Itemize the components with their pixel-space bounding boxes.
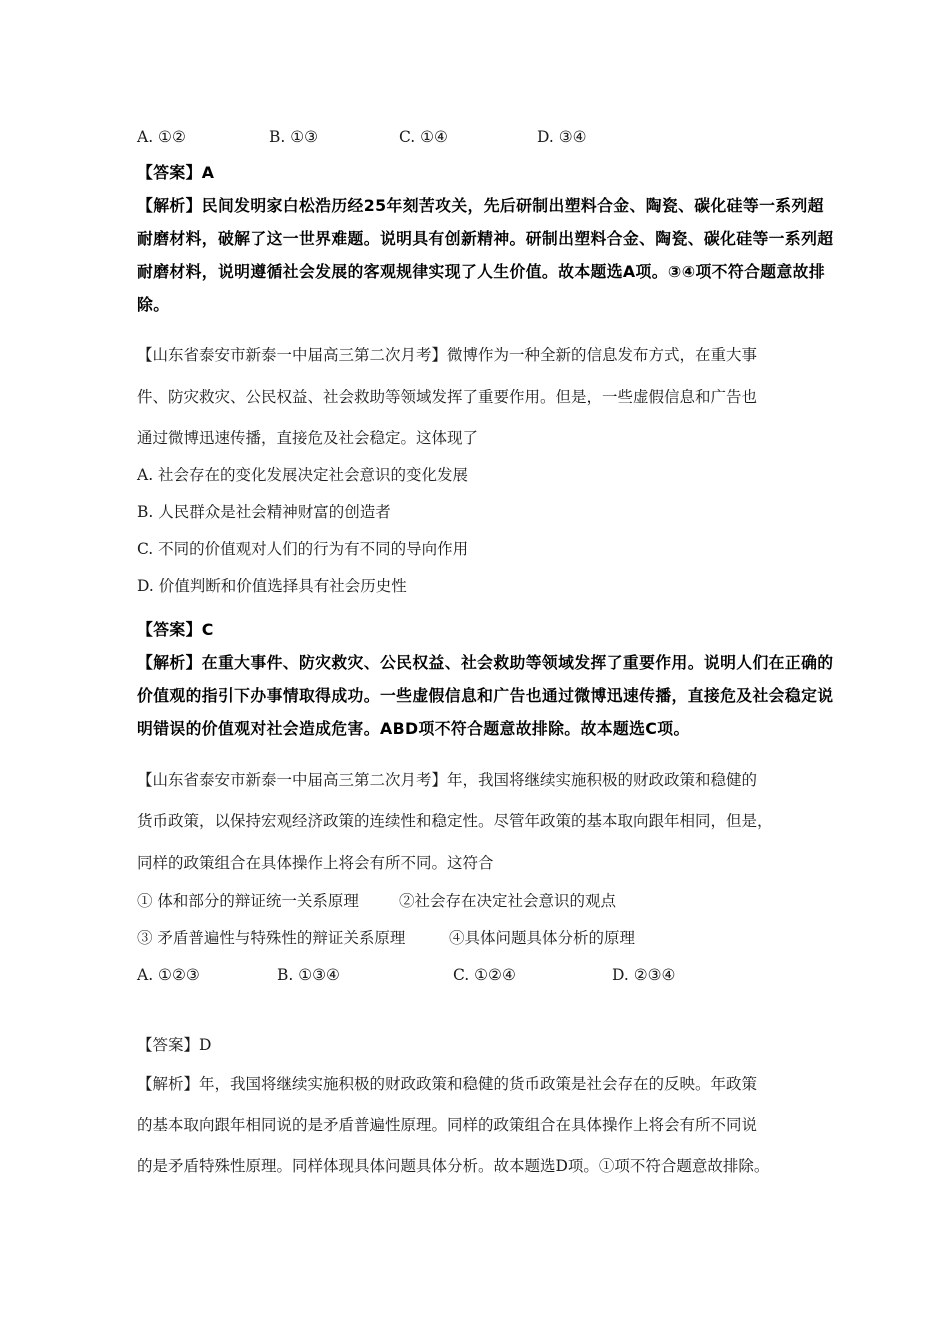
q3-statement-1: ① 体和部分的辩证统一关系原理 — [137, 892, 359, 910]
q1-analysis-line-1: 【解析】民间发明家白松浩历经25年刻苦攻关，先后研制出塑料合金、陶瓷、碳化硅等一系列超 — [137, 196, 824, 215]
q1-analysis-line-2: 耐磨材料，破解了这一世界难题。说明具有创新精神。研制出塑料合金、陶瓷、碳化硅等一系列超 — [137, 229, 834, 248]
q2-analysis-line-1: 【解析】在重大事件、防灾救灾、公民权益、社会救助等领域发挥了重要作用。说明人们在正确的 — [137, 653, 834, 672]
q2-stem-line-2: 件、防灾救灾、公民权益、社会救助等领域发挥了重要作用。但是，一些虚假信息和广告也 — [137, 388, 758, 406]
q3-analysis-line-3: 的是矛盾特殊性原理。同样体现具体问题具体分析。故本题选D项。①项不符合题意故排除。 — [137, 1157, 770, 1175]
q3-option-b: B. ①③④ — [277, 966, 340, 984]
q3-option-c: C. ①②④ — [453, 966, 516, 984]
q3-analysis-line-1: 【解析】年，我国将继续实施积极的财政政策和稳健的货币政策是社会存在的反映。年政策 — [137, 1075, 758, 1093]
q3-stem-line-3: 同样的政策组合在具体操作上将会有所不同。这符合 — [137, 854, 494, 872]
q2-option-d: D. 价值判断和价值选择具有社会历史性 — [137, 577, 407, 595]
q1-option-b: B. ①③ — [269, 128, 319, 146]
q2-stem-line-3: 通过微博迅速传播，直接危及社会稳定。这体现了 — [137, 429, 479, 447]
q1-option-c: C. ①④ — [399, 128, 448, 146]
q2-option-b: B. 人民群众是社会精神财富的创造者 — [137, 503, 391, 521]
q1-option-a: A. ①② — [137, 128, 186, 146]
q3-statement-2: ②社会存在决定社会意识的观点 — [399, 892, 617, 910]
q3-option-d: D. ②③④ — [612, 966, 676, 984]
q1-option-d: D. ③④ — [537, 128, 587, 146]
q3-option-a: A. ①②③ — [137, 966, 200, 984]
q3-stem-line-1: 【山东省泰安市新泰一中届高三第二次月考】年，我国将继续实施积极的财政政策和稳健的 — [137, 771, 758, 789]
q2-option-a: A. 社会存在的变化发展决定社会意识的变化发展 — [137, 466, 469, 484]
q3-statement-4: ④具体问题具体分析的原理 — [449, 929, 636, 947]
q2-analysis-line-2: 价值观的指引下办事情取得成功。一些虚假信息和广告也通过微博迅速传播，直接危及社会稳定说 — [137, 686, 834, 705]
q2-option-c: C. 不同的价值观对人们的行为有不同的导向作用 — [137, 540, 469, 558]
q3-statement-3: ③ 矛盾普遍性与特殊性的辩证关系原理 — [137, 929, 406, 947]
q2-stem-line-1: 【山东省泰安市新泰一中届高三第二次月考】微博作为一种全新的信息发布方式，在重大事 — [137, 346, 758, 364]
q2-answer: 【答案】C — [137, 620, 214, 639]
q1-analysis-line-3: 耐磨材料，说明遵循社会发展的客观规律实现了人生价值。故本题选A项。③④项不符合题意故排 — [137, 262, 826, 281]
q3-stem-line-2: 货币政策，以保持宏观经济政策的连续性和稳定性。尽管年政策的基本取向跟年相同，但是， — [137, 812, 773, 830]
q3-answer: 【答案】D — [137, 1036, 212, 1054]
q1-answer: 【答案】A — [137, 163, 215, 182]
q1-analysis-line-4: 除。 — [137, 295, 170, 314]
q3-analysis-line-2: 的基本取向跟年相同说的是矛盾普遍性原理。同样的政策组合在具体操作上将会有所不同说 — [137, 1116, 758, 1134]
q2-analysis-line-3: 明错误的价值观对社会造成危害。ABD项不符合题意故排除。故本题选C项。 — [137, 719, 690, 738]
